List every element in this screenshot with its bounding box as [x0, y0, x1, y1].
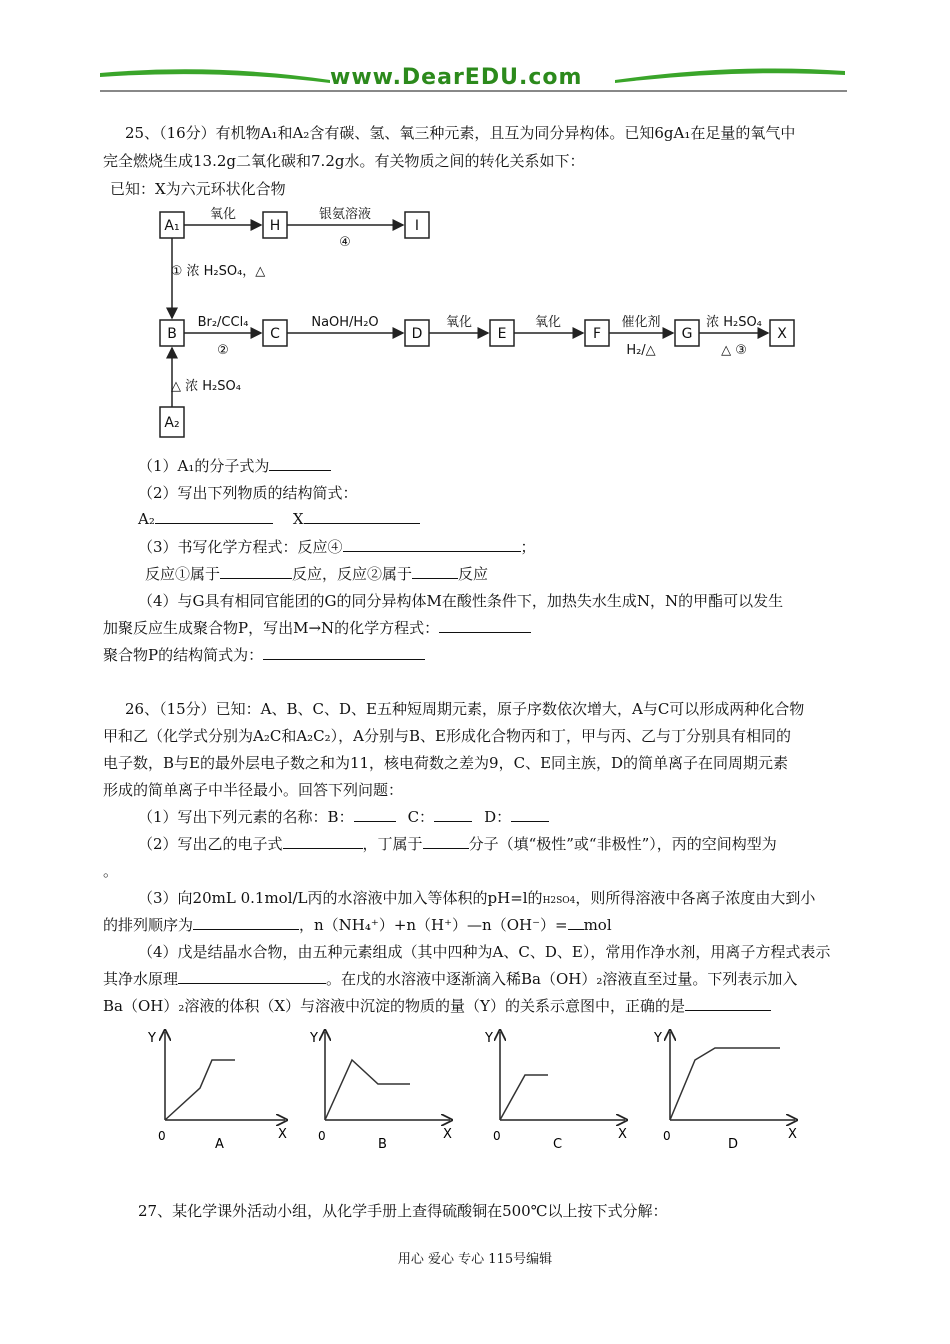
q26-part4-line1: （4）戊是结晶水合物，由五种元素组成（其中四种为A、C、D、E），常用作净水剂，用离子方程式表示	[138, 943, 831, 961]
node-c-label: C	[270, 326, 280, 342]
node-g-label: G	[681, 326, 693, 342]
q26-part2: （2）写出乙的电子式 ，丁属于 分子（填“极性”或“非极性”），丙的空间构型为	[138, 835, 777, 853]
q25-part2: （2）写出下列物质的结构简式：	[138, 484, 358, 502]
graph-a-xlabel: X	[278, 1127, 287, 1142]
q25-part4-line2: 加聚反应生成聚合物P，写出M→N的化学方程式：	[103, 617, 531, 638]
answer-blank-graph[interactable]	[685, 996, 771, 1011]
graph-a	[147, 1031, 287, 1152]
q26-graphs	[140, 1020, 820, 1160]
node-x-label: X	[777, 326, 787, 342]
label-e-f: 氧化	[534, 315, 562, 330]
label-d-e: 氧化	[445, 315, 473, 330]
graph-b-curve	[325, 1060, 410, 1120]
answer-blank-mn[interactable]	[439, 618, 531, 633]
graph-c-origin: 0	[493, 1129, 501, 1143]
q25-part1: （1）A₁的分子式为	[138, 455, 331, 476]
q26-stem-3: 电子数，B与E的最外层电子数之和为11，核电荷数之差为9，C、E同主族，D的简单离子在同周期元素	[103, 754, 789, 772]
answer-blank[interactable]	[269, 456, 331, 471]
q25-stem-1: 25、（16分）有机物A₁和A₂含有碳、氢、氧三种元素，且互为同分异构体。已知6gA₁在足量的氧气中	[125, 124, 796, 142]
graph-d-label: D	[728, 1137, 739, 1152]
left-swoosh	[100, 69, 330, 83]
graph-b-origin: 0	[318, 1129, 326, 1143]
answer-blank-b[interactable]	[354, 807, 396, 822]
label-a2-b: △ 浓 H₂SO₄	[171, 379, 241, 394]
graph-c	[484, 1031, 627, 1152]
graph-b-ylabel: Y	[310, 1031, 318, 1046]
label-h-i-bottom: ④	[339, 235, 351, 250]
graph-c-ylabel: Y	[485, 1031, 493, 1046]
answer-blank-eq4[interactable]	[343, 537, 521, 552]
label-g-x-top: 浓 H₂SO₄	[706, 315, 762, 330]
answer-blank-e-formula[interactable]	[283, 834, 363, 849]
q27-stem: 27、某化学课外活动小组，从化学手册上查得硫酸铜在500℃以上按下式分解：	[138, 1202, 668, 1220]
answer-blank-c[interactable]	[434, 807, 472, 822]
graph-c-xlabel: X	[618, 1127, 627, 1142]
node-d-label: D	[411, 326, 423, 342]
q26-part3: （3）向20mL 0.1mol/L丙的水溶液中加入等体积的pH=l的H2SO4，则所得溶液中各离子浓度由大到小	[138, 889, 816, 907]
label-a1-b: ① 浓 H₂SO₄，△	[170, 264, 266, 279]
graph-d-origin: 0	[663, 1129, 671, 1143]
q26-part1: （1）写出下列元素的名称：B： C： D：	[138, 806, 549, 827]
graph-c-curve	[500, 1075, 548, 1120]
answer-blank-x[interactable]	[304, 509, 420, 524]
q26-stem-4: 形成的简单离子中半径最小。回答下列问题：	[103, 781, 404, 799]
q25-part2-answers: A₂ X	[138, 509, 420, 528]
graph-b	[309, 1031, 452, 1152]
q26-part4-line3: Ba（OH）₂溶液的体积（X）与溶液中沉淀的物质的量（Y）的关系示意图中，正确的是	[103, 995, 771, 1016]
answer-blank-mol[interactable]	[568, 915, 584, 930]
graph-a-origin: 0	[158, 1129, 166, 1143]
q25-part3: （3）书写化学方程式：反应④ ；	[138, 538, 536, 556]
answer-blank-order[interactable]	[193, 915, 299, 930]
node-h-label: H	[269, 218, 281, 234]
answer-blank-r2[interactable]	[412, 564, 458, 579]
answer-blank-ionic[interactable]	[178, 969, 326, 984]
graph-a-label: A	[215, 1137, 224, 1152]
q26-part4-line2: 其净水原理 。在戊的水溶液中逐渐滴入稀Ba（OH）₂溶液直至过量。下列表示加入	[103, 970, 798, 988]
graph-c-label: C	[553, 1137, 563, 1152]
node-a2-label: A₂	[164, 415, 180, 431]
graph-b-label: B	[378, 1137, 387, 1152]
q25-stem-2: 完全燃烧生成13.2g二氧化碳和7.2g水。有关物质之间的转化关系如下：	[103, 152, 585, 170]
site-logo: www.DearEDU.com	[330, 65, 583, 90]
q26-part3b: 的排列顺序为 ，n（NH₄⁺）+n（H⁺）—n（OH⁻）= mol	[103, 916, 612, 934]
label-b-c-bottom: ②	[217, 343, 229, 358]
q26-part2-end: 。	[103, 862, 119, 880]
answer-blank-p[interactable]	[263, 645, 425, 660]
label-b-c-top: Br₂/CCl₄	[197, 315, 249, 330]
answer-blank-polarity[interactable]	[423, 834, 469, 849]
reaction-diagram	[148, 200, 798, 445]
label-h-i-top: 银氨溶液	[318, 207, 372, 222]
graph-b-xlabel: X	[443, 1127, 452, 1142]
answer-blank-d[interactable]	[511, 807, 549, 822]
node-f-label: F	[592, 326, 602, 342]
q26-stem-1: 26、（15分）已知：A、B、C、D、E五种短周期元素，原子序数依次增大，A与C可以形成两种化合物	[125, 700, 805, 718]
q25-part4-line3: 聚合物P的结构简式为：	[103, 644, 425, 665]
label-g-x-bottom: △ ③	[721, 343, 747, 358]
answer-blank-a2[interactable]	[155, 509, 273, 524]
node-i-label: I	[414, 218, 420, 234]
node-e-label: E	[497, 326, 507, 342]
graph-d-ylabel: Y	[654, 1031, 662, 1046]
graph-d-curve	[670, 1048, 780, 1120]
label-a1-h: 氧化	[209, 207, 237, 222]
label-f-g-top: 催化剂	[621, 315, 661, 330]
q25-part4-line1: （4）与G具有相同官能团的G的同分异构体M在酸性条件下，加热失水生成N，N的甲酯可以发生	[138, 592, 784, 610]
node-b-label: B	[167, 326, 177, 342]
graph-d	[653, 1031, 797, 1152]
graph-a-ylabel: Y	[148, 1031, 156, 1046]
right-swoosh	[615, 68, 845, 83]
page-footer: 用心 爱心 专心 115号编辑	[397, 1252, 553, 1267]
graph-d-xlabel: X	[788, 1127, 797, 1142]
q26-stem-2: 甲和乙（化学式分别为A₂C和A₂C₂），A分别与B、E形成化合物丙和丁，甲与丙、乙与丁分别具有相同的	[103, 727, 791, 745]
graph-a-curve	[165, 1060, 235, 1120]
label-c-d: NaOH/H₂O	[311, 315, 379, 330]
answer-blank-r1[interactable]	[220, 564, 292, 579]
q25-known: 已知：X为六元环状化合物	[110, 180, 286, 198]
node-a1-label: A₁	[164, 218, 180, 234]
q25-part3b: 反应①属于 反应，反应②属于 反应	[145, 565, 489, 583]
label-f-g-bottom: H₂/△	[626, 343, 656, 358]
